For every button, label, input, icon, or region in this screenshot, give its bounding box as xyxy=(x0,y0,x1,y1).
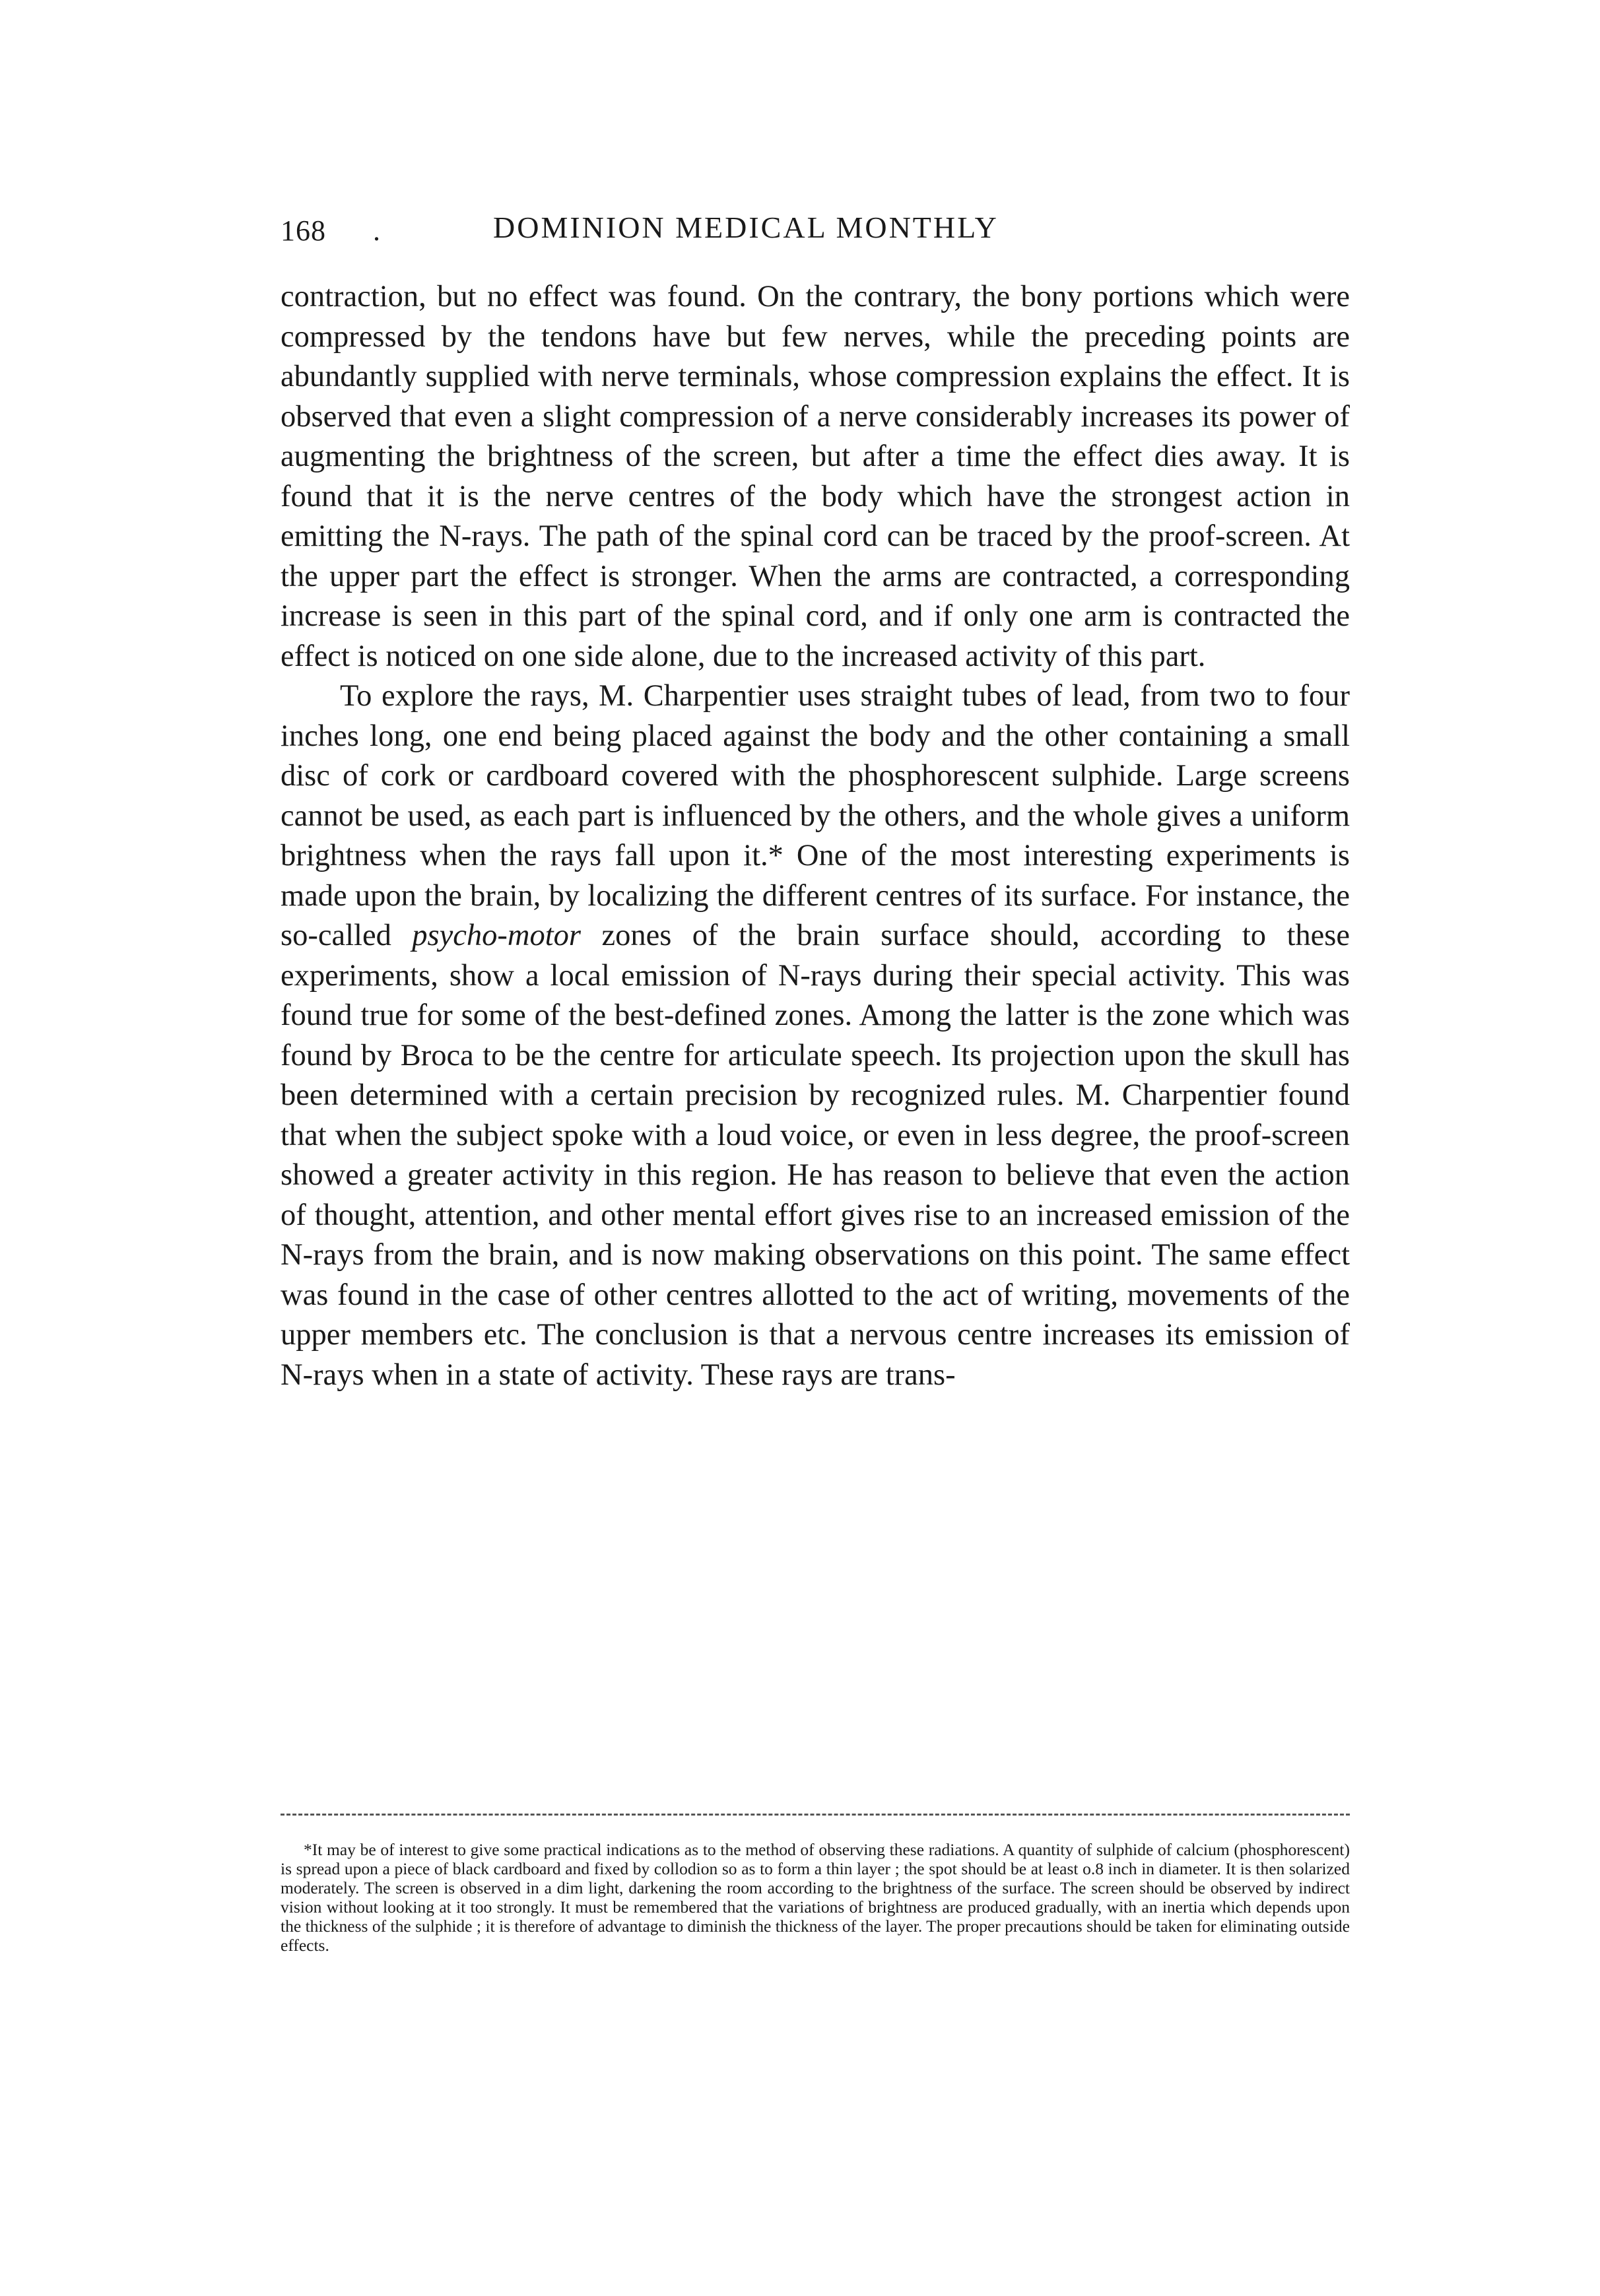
italic-term: psycho-motor xyxy=(412,919,582,952)
running-head xyxy=(281,210,1350,256)
article-body xyxy=(281,277,1350,1395)
paragraph-2-part-1: To explore the rays, M. Charpentier uses straight tubes of lead, from two to four inches long, one end being placed against the body and the other containing a small disc of cork or cardboard covered with the phosphorescent sulphide. Large screens cannot be used, as each part is influenced by the others, and the whole gives a uniform brightness when the rays fall upon it.* One of the most interesting experiments is made upon the brain, by localizing the different centres of its surface. For instance, the so-called xyxy=(281,679,1350,952)
footnote-divider xyxy=(281,1814,1350,1816)
journal-title: DOMINION MEDICAL MONTHLY xyxy=(493,211,999,244)
paragraph-2-part-2: zones of the brain surface should, according to these experiments, show a local emission of N-rays during their special activity. This was found true for some of the best-defined zones. Among the latter is the zone which was found by Broca to be the centre for articulate speech. Its projection upon the skull has been determined with a certain precision by recognized rules. M. Charpentier found that when the subject spoke with a loud voice, or even in less degree, the proof-screen showed a greater activity in this region. He has reason to believe that even the action of thought, attention, and other mental effort gives rise to an increased emission of the N-rays from the brain, and is now making observations on this point. The same effect was found in the case of other centres allotted to the act of writing, movements of the upper members etc. The conclusion is that a nervous centre increases its emission of N-rays when in a state of activity. These rays are trans- xyxy=(281,919,1350,1392)
page-number: 168 xyxy=(281,214,326,247)
footnote-block xyxy=(281,1840,1350,1955)
footnote: *It may be of interest to give some practical indications as to the method of observing these radiations. A quantity of sulphide of calcium (phosphorescent) is spread upon a piece of black cardboard and fixed by collodion so as to form a thin layer ; the spot should be at least o.8 inch in diameter. It is then solarized moderately. The screen is observed in a dim light, darkening the room according to the brightness of the surface. The screen should be observed by indirect vision without looking at it too strongly. It must be remembered that the variations of brightness are produced gradually, with an inertia which depends upon the thickness of the sulphide ; it is therefore of advantage to diminish the thickness of the layer. The proper precautions should be taken for eliminating outside effects. xyxy=(281,1840,1350,1955)
paragraph-2 xyxy=(281,676,1350,1395)
header-separator: . xyxy=(373,214,381,247)
paragraph-1: contraction, but no effect was found. On the contrary, the bony portions which were compressed by the tendons have but few nerves, while the preceding points are abundantly supplied with nerve terminals, whose compression explains the effect. It is observed that even a slight compression of a nerve considerably increases its power of augmenting the brightness of the screen, but after a time the effect dies away. It is found that it is the nerve centres of the body which have the strongest action in emitting the N-rays. The path of the spinal cord can be traced by the proof-screen. At the upper part the effect is stronger. When the arms are contracted, a corresponding increase is seen in this part of the spinal cord, and if only one arm is contracted the effect is noticed on one side alone, due to the increased activity of this part. xyxy=(281,280,1350,673)
